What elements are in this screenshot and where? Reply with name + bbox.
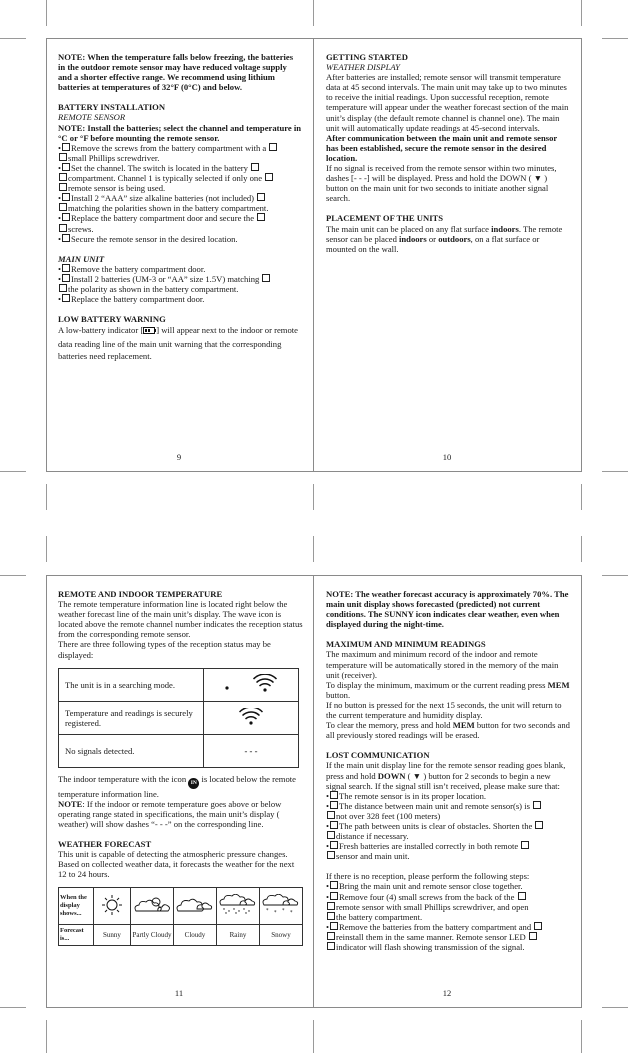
crop-mark	[313, 536, 314, 562]
list-item: not over 328 feet (100 meters)	[326, 811, 571, 821]
forecast-row-label: Forecast is...	[59, 925, 94, 946]
frame-border	[581, 575, 582, 1008]
crop-mark	[581, 1020, 582, 1053]
crop-mark	[0, 38, 26, 39]
rainy-icon	[216, 888, 259, 925]
getting-started-heading: GETTING STARTED	[326, 52, 408, 62]
list-item: • Replace the battery compartment door and secure the	[58, 213, 302, 223]
svg-text:*: *	[289, 910, 293, 917]
sunny-icon	[93, 888, 130, 925]
crop-mark	[0, 575, 26, 576]
searching-icon	[204, 668, 299, 701]
paragraph: After batteries are installed; remote sensor will transmit temperature data at 45 second intervals. The main unit may take up to two minutes to receive the initial readings. Upon successful reception, remote temperature will appear under the weather forecast section of the main unit’s display (the default remote channel is channel one). The main unit will automatically update readings at 45-second intervals.	[326, 72, 569, 133]
forecast-cell: Snowy	[259, 925, 302, 946]
lost-communication-heading: LOST COMMUNICATION	[326, 750, 430, 761]
status-text: No signals detected.	[59, 734, 204, 767]
list-item: • Replace the battery compartment door.	[58, 294, 205, 305]
list-item: • Fresh batteries are installed correctly in both remote	[326, 841, 571, 851]
crop-mark	[602, 1007, 628, 1008]
forecast-cell: Cloudy	[173, 925, 216, 946]
paragraph: If no signal is received from the remote sensor within two minutes, dashes [- - -] will be displayed. Press and hold the DOWN ( ▼ ) button on the main unit for two seconds to initiate another signal search.	[326, 163, 557, 204]
crop-mark	[46, 536, 47, 562]
list-item: the battery compartment.	[326, 912, 571, 922]
page-11	[58, 589, 303, 946]
checklist	[326, 791, 571, 862]
page-number: 10	[442, 452, 452, 462]
list-item: • Remove the battery compartment door.	[58, 263, 206, 274]
frame-border	[46, 38, 582, 39]
indoor-icon: IN	[188, 778, 199, 789]
crop-mark	[46, 0, 47, 26]
indoor-text: The indoor temperature with the icon IN is located below the remote temperature information line.	[58, 773, 296, 799]
status-text: Temperature and readings is securely registered.	[59, 701, 204, 734]
placement-heading: PLACEMENT OF THE UNITS	[326, 213, 444, 224]
list-item: screws.	[58, 224, 302, 234]
svg-text:*: *	[265, 908, 269, 915]
list-item: • Remove the batteries from the battery compartment and	[326, 922, 571, 932]
page-9	[58, 52, 302, 363]
paragraph: The remote temperature information line is located right below the weather forecast line of the main unit’s display. The wave icon is located above the remote channel number indicates the reception status from the corresponding remote sensor.	[58, 599, 303, 640]
remote-sensor-subheading: REMOTE SENSOR	[58, 112, 126, 123]
list-item: remote sensor is being used.	[58, 183, 302, 193]
table-row	[59, 925, 303, 946]
crop-mark	[581, 536, 582, 562]
note-text: NOTE: If the indoor or remote temperature goes above or below operating range stated in specifications, the main unit’s display ( weather) will show dashes “- - -” on the corresponding line.	[58, 798, 282, 829]
list-item: small Phillips screwdriver.	[58, 153, 302, 163]
frame-border	[46, 575, 47, 1008]
list-item: • The path between units is clear of obstacles. Shorten the	[326, 821, 571, 831]
paragraph: If the main unit display line for the remote sensor reading goes blank, press and hold DOWN ( ▼ ) button for 2 seconds to begin a new signal search. If the signal still isn’t received, please make sure that:	[326, 760, 566, 791]
recovery-steps	[326, 881, 571, 952]
page-number: 11	[174, 988, 184, 998]
forecast-heading: WEATHER FORECAST	[58, 839, 152, 850]
accuracy-note: NOTE: The weather forecast accuracy is approximately 70%. The main unit display shows forecasted (predicted) not current conditions. The SUNNY icon indicates clear weather, even when displayed during the night-time.	[326, 589, 569, 630]
status-text: The unit is in a searching mode.	[59, 668, 204, 701]
crop-mark	[0, 471, 26, 472]
table-row	[59, 888, 303, 925]
list-item: • Install 2 batteries (UM-3 or “AA” size 1.5V) matching	[58, 274, 302, 284]
table-row	[59, 734, 299, 767]
crop-mark	[46, 1020, 47, 1053]
paragraph: If there is no reception, please perform the following steps:	[326, 871, 530, 882]
svg-text:*: *	[281, 908, 285, 915]
low-battery-icon	[143, 325, 156, 338]
list-item: • Remove four (4) small screws from the back of the	[326, 892, 571, 902]
list-item: • The remote sensor is in its proper location.	[326, 790, 487, 801]
page-12	[326, 589, 571, 952]
list-item: • Install 2 “AAA” size alkaline batteries (not included)	[58, 193, 302, 203]
cloudy-icon	[173, 888, 216, 925]
forecast-table	[58, 887, 303, 946]
frame-border	[313, 38, 314, 472]
page-10	[326, 52, 571, 254]
frame-border	[46, 1007, 582, 1008]
maxmin-heading: MAXIMUM AND MINIMUM READINGS	[326, 639, 486, 650]
list-item: the polarity as shown in the battery compartment.	[58, 284, 302, 294]
forecast-cell: Sunny	[93, 925, 130, 946]
crop-mark	[0, 1007, 26, 1008]
paragraph: To display the minimum, maximum or the current reading press MEM button.	[326, 679, 570, 700]
paragraph: To clear the memory, press and hold MEM button for two seconds and all previously stored readings will be erased.	[326, 720, 570, 741]
list-item: • Remove the screws from the battery compartment with a	[58, 143, 302, 153]
snowy-icon	[259, 888, 302, 925]
svg-text:*: *	[273, 910, 277, 917]
forecast-row-label: When the display shows...	[59, 888, 94, 925]
crop-mark	[313, 1020, 314, 1053]
table-row	[59, 701, 299, 734]
frame-border	[46, 575, 582, 576]
paragraph: There are three following types of the reception status may be displayed:	[58, 639, 271, 660]
reception-status-table	[58, 668, 299, 768]
crop-mark	[46, 484, 47, 510]
install-note: NOTE: Install the batteries; select the channel and temperature in °C or °F before mounting the remote sensor.	[58, 122, 302, 143]
list-item: compartment. Channel 1 is typically selected if only one	[58, 173, 302, 183]
frame-border	[46, 471, 582, 472]
forecast-cell: Rainy	[216, 925, 259, 946]
list-item: matching the polarities shown in the battery compartment.	[58, 203, 302, 213]
low-battery-heading: LOW BATTERY WARNING	[58, 314, 166, 325]
list-item: • The distance between main unit and remote sensor(s) is	[326, 801, 571, 811]
crop-mark	[602, 471, 628, 472]
partly-cloudy-icon	[130, 888, 173, 925]
crop-mark	[581, 484, 582, 510]
list-item: indicator will flash showing transmission of the signal.	[326, 942, 571, 952]
freeze-note: NOTE: When the temperature falls below freezing, the batteries in the outdoor remote sensor may have reduced voltage supply and a shorter effective range. We recommend using lithium batteries at temperatures of 32°F (0°C) and below.	[58, 52, 294, 93]
placement-text: The main unit can be placed on any flat surface indoors. The remote sensor can be placed indoors or outdoors, on a flat surface or mounted on the wall.	[326, 223, 563, 254]
weather-display-subheading: WEATHER DISPLAY	[326, 62, 400, 73]
page-number: 12	[442, 988, 452, 998]
crop-mark	[313, 484, 314, 510]
frame-border	[46, 38, 47, 472]
battery-heading: BATTERY INSTALLATION	[58, 102, 166, 113]
crop-mark	[602, 575, 628, 576]
table-row	[59, 668, 299, 701]
list-item: remote sensor with small Phillips screwdriver, and open	[326, 902, 571, 912]
crop-mark	[313, 0, 314, 26]
frame-border	[581, 38, 582, 472]
paragraph: This unit is capable of detecting the atmospheric pressure changes. Based on collected weather data, it forecasts the weather for the next 12 to 24 hours.	[58, 849, 295, 880]
list-item: distance if necessary.	[326, 831, 571, 841]
paragraph-bold: After communication between the main unit and remote sensor has been established, secure the remote sensor in the desired location.	[326, 132, 558, 163]
list-item: • Bring the main unit and remote sensor close together.	[326, 881, 523, 892]
list-item: reinstall them in the same manner. Remote sensor LED	[326, 932, 571, 942]
list-item: • Secure the remote sensor in the desired location.	[58, 233, 238, 244]
remote-indoor-heading: REMOTE AND INDOOR TEMPERATURE	[58, 589, 223, 599]
main-steps	[58, 264, 302, 304]
remote-steps	[58, 143, 302, 244]
main-unit-subheading: MAIN UNIT	[58, 253, 105, 264]
paragraph: The maximum and minimum record of the indoor and remote temperature will be automatically stored in the memory of the main unit (receiver).	[326, 649, 559, 680]
page-number: 9	[176, 452, 182, 462]
low-battery-text: A low-battery indicator [ ] will appear next to the indoor or remote data reading line of the main unit warning that the corresponding batteries need replacement.	[58, 325, 298, 362]
signal-wave-icon	[204, 701, 299, 734]
forecast-cell: Partly Cloudy	[130, 925, 173, 946]
crop-mark	[581, 0, 582, 26]
frame-border	[313, 575, 314, 1008]
list-item: • Set the channel. The switch is located in the battery	[58, 163, 302, 173]
list-item: sensor and main unit.	[326, 851, 571, 861]
no-signal-dashes: - - -	[204, 734, 299, 767]
paragraph: If no button is pressed for the next 15 seconds, the unit will return to the current temperature and humidity display.	[326, 699, 562, 721]
crop-mark	[602, 38, 628, 39]
